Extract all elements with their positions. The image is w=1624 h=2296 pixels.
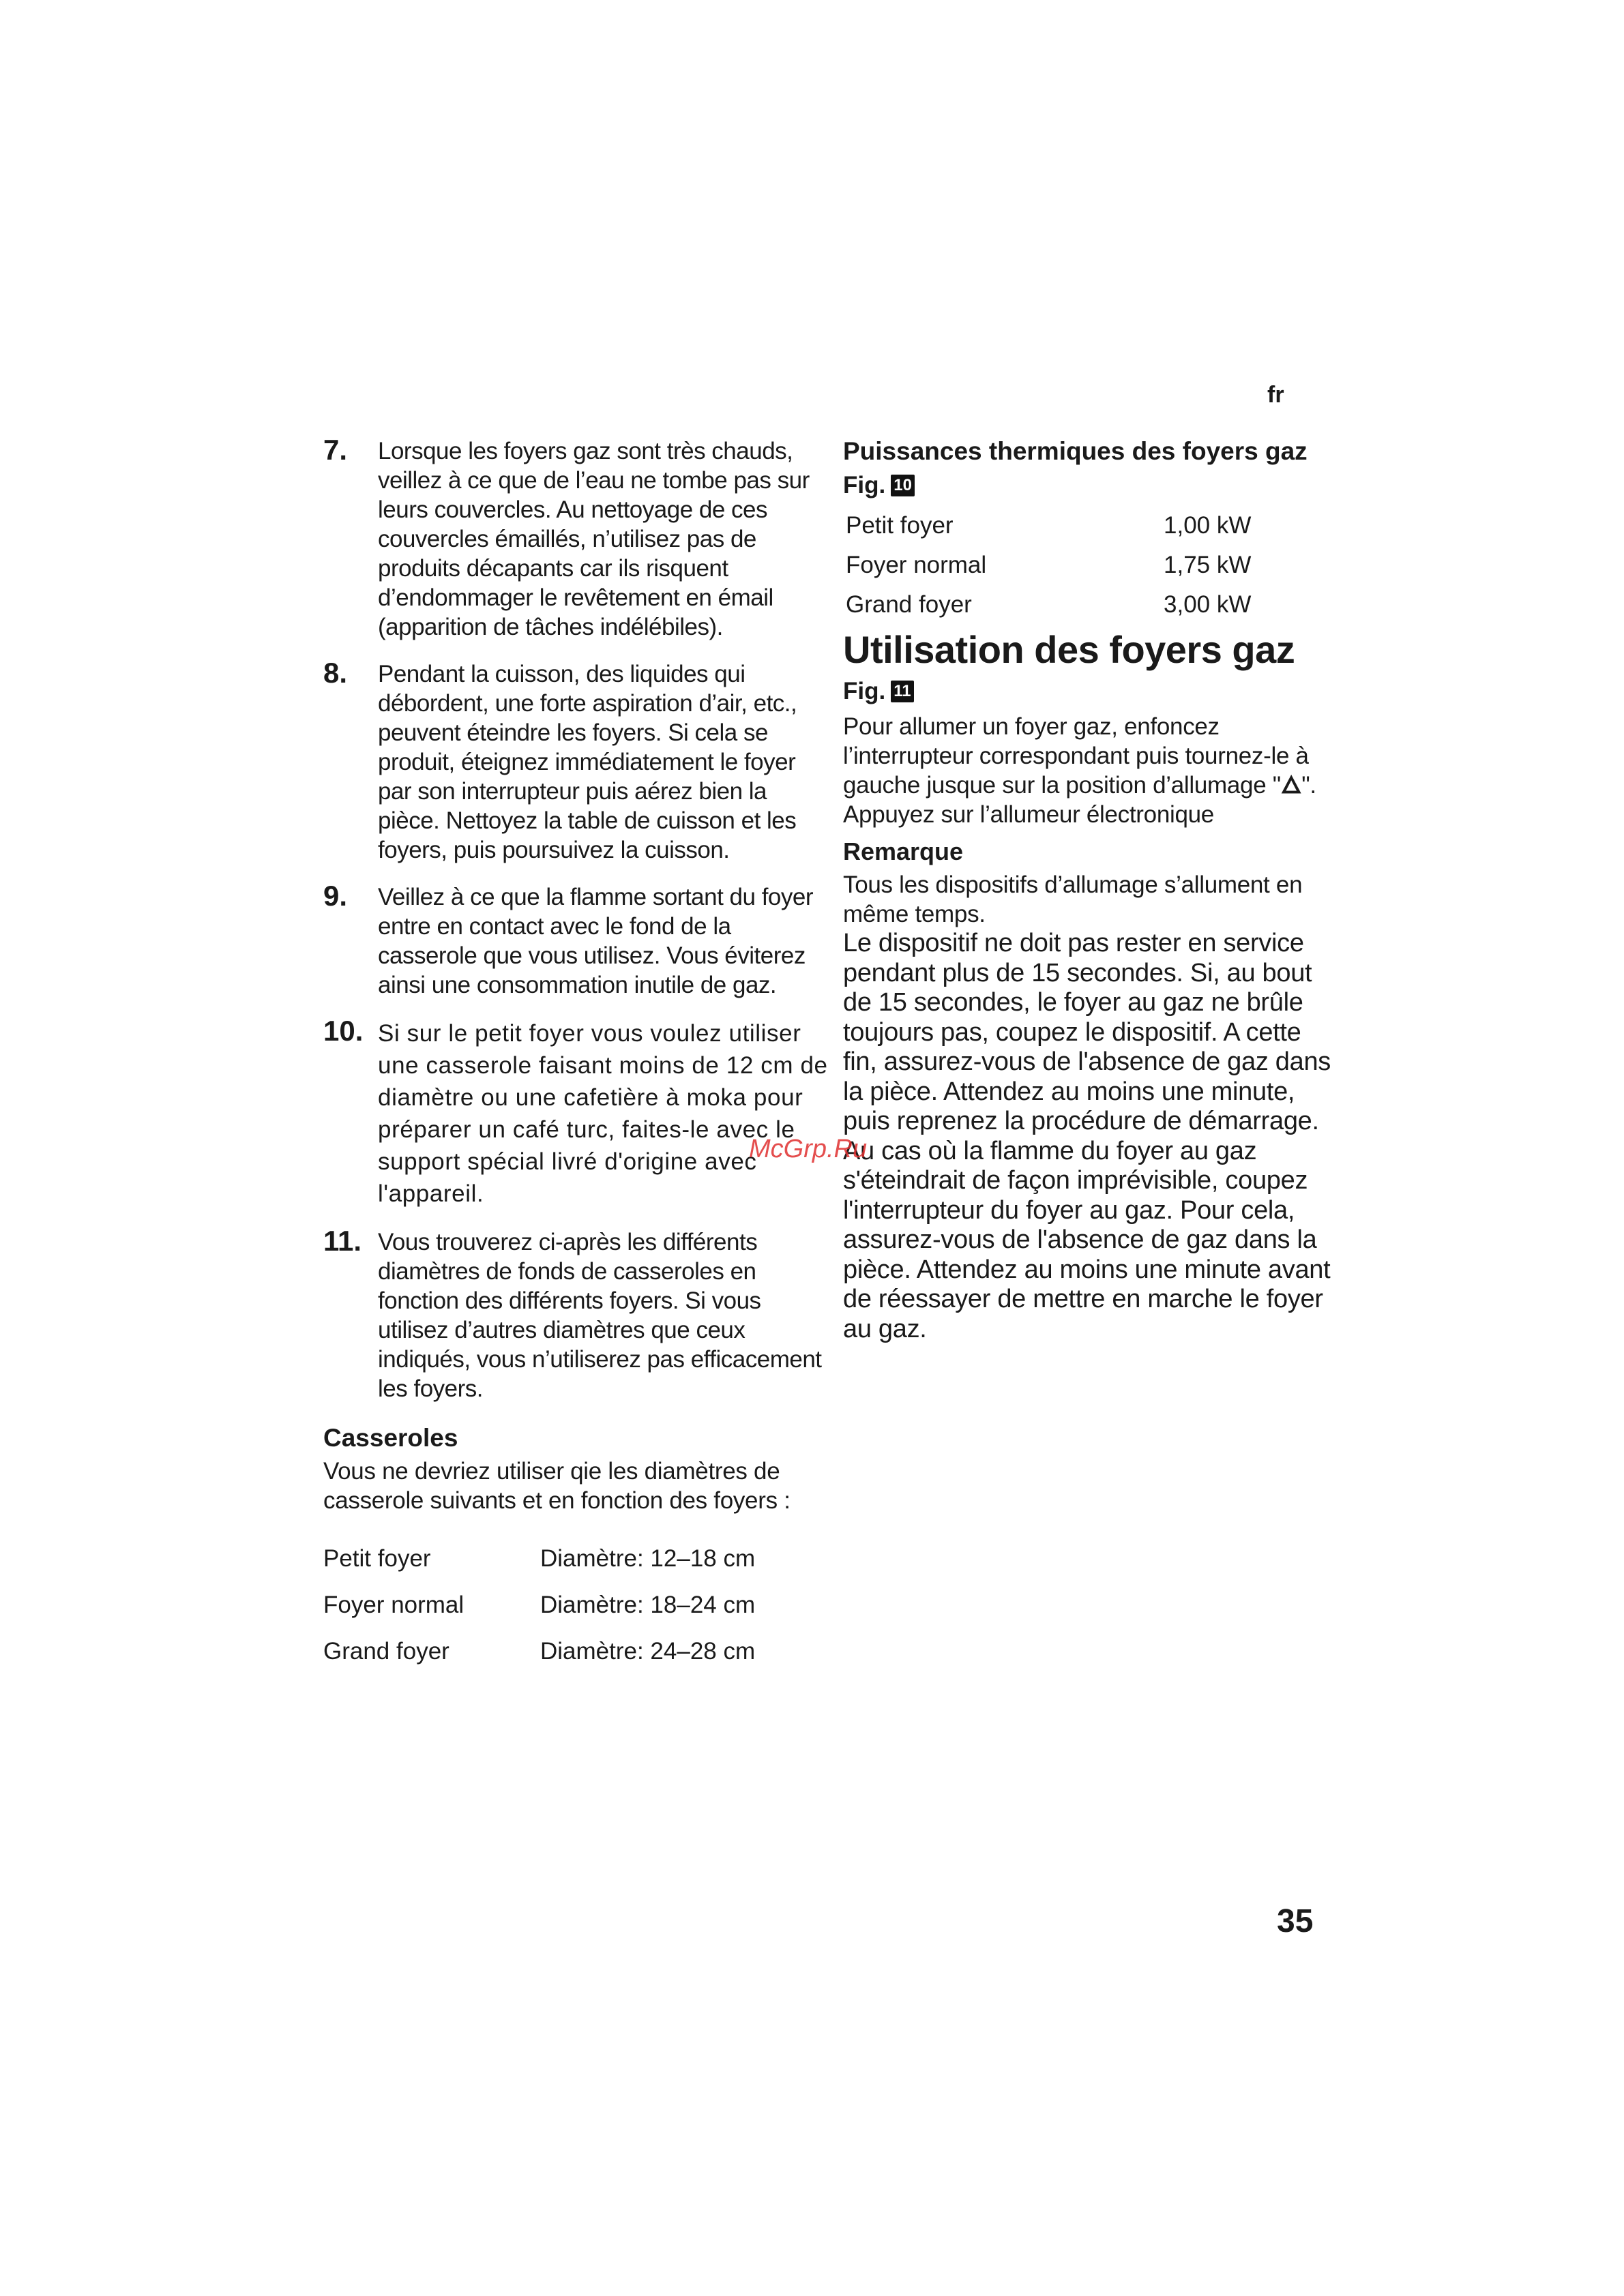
fig-number-box: 11 <box>891 681 913 702</box>
fig-label: Fig. <box>843 678 886 704</box>
note-heading: Remarque <box>843 837 964 865</box>
item-number: 9. <box>323 880 348 912</box>
figure-ref-11 <box>843 678 1341 705</box>
power-value: 3,00 kW <box>1164 591 1252 618</box>
list-item-11 <box>323 1227 828 1403</box>
usage-text-end: ". Appuyez sur l’allumeur électronique <box>843 772 1316 828</box>
table-row <box>843 585 1341 625</box>
list-item-9 <box>323 882 828 1000</box>
safety-paragraph: Le dispositif ne doit pas rester en service pendant plus de 15 secondes. Si, au bout de 15 secondes, le foyer au gaz ne brûle toujours pas, coupez le dispositif. A cette fin, assurez-vous de l'absence de gaz dans la pièce. Attendez au moins une minute, puis reprenez la procédure de démarrage. Au cas où la flamme du foyer au gaz s'éteindrait de façon imprévisible, coupez l'interrupteur du foyer au gaz. Pour cela, assurez-vous de l'absence de gaz dans la pièce. Attendez au moins une minute avant de réessayer de mettre en marche le foyer au gaz. <box>843 929 1331 1343</box>
power-heading: Puissances thermiques des foyers gaz <box>843 437 1308 465</box>
diameter-value: Diamètre: 12–18 cm <box>540 1545 756 1572</box>
item-number: 11. <box>323 1225 362 1257</box>
usage-paragraph <box>843 712 1341 829</box>
burner-name: Foyer normal <box>323 1592 464 1618</box>
list-item-7 <box>323 436 828 642</box>
right-column <box>843 436 1341 1344</box>
list-item-8 <box>323 659 828 865</box>
item-number: 7. <box>323 434 348 466</box>
power-value: 1,75 kW <box>1164 552 1252 578</box>
note-text: Tous les dispositifs d’allumage s’allument en même temps. <box>843 871 1303 927</box>
table-row <box>323 1536 828 1582</box>
fig-number-box: 10 <box>891 475 915 496</box>
burner-name: Grand foyer <box>323 1638 449 1665</box>
burner-name: Petit foyer <box>846 512 954 539</box>
diameter-value: Diamètre: 24–28 cm <box>540 1638 756 1665</box>
figure-ref-10 <box>843 472 1341 499</box>
language-label: fr <box>1267 382 1284 408</box>
table-row <box>843 506 1341 546</box>
item-text: Vous trouverez ci-après les différents diamètres de fonds de casseroles en fonction des différents foyers. Si vous utilisez d’autres diamètres que ceux indiqués, vous n’utiliserez pas efficacement les foyers. <box>378 1229 822 1402</box>
burner-name: Petit foyer <box>323 1545 431 1572</box>
item-number: 10. <box>323 1015 364 1047</box>
section-title: Utilisation des foyers gaz <box>843 628 1295 671</box>
item-number: 8. <box>323 657 348 689</box>
item-text: Veillez à ce que la flamme sortant du foyer entre en contact avec le fond de la casserole que vous utilisez. Vous éviterez ainsi une consommation inutile de gaz. <box>378 884 814 998</box>
power-value: 1,00 kW <box>1164 512 1252 539</box>
watermark: McGrp.Ru <box>749 1135 868 1163</box>
fig-label: Fig. <box>843 472 886 498</box>
diameter-table <box>323 1536 828 1675</box>
burner-name: Foyer normal <box>846 552 987 578</box>
burner-name: Grand foyer <box>846 591 972 618</box>
ignition-icon: 🜂 <box>1280 772 1302 799</box>
item-text: Lorsque les foyers gaz sont très chauds, veillez à ce que de l’eau ne tombe pas sur leurs couvercles. Au nettoyage de ces couvercles émaillés, n’utilisez pas de produits décapants car ils risquent d’endommager le revêtement en émail (apparition de tâches indélébiles). <box>378 438 810 640</box>
left-column <box>323 436 828 1675</box>
casseroles-heading: Casseroles <box>323 1424 458 1452</box>
page-number: 35 <box>1277 1903 1314 1939</box>
item-text: Si sur le petit foyer vous voulez utiliser une casserole faisant moins de 12 cm de diamètre ou une cafetière à moka pour préparer un café turc, faites-le avec le support spécial livré d'origine avec l'appareil. <box>378 1020 828 1207</box>
list-item-10 <box>323 1017 828 1210</box>
casseroles-intro: Vous ne devriez utiliser qie les diamètres de casserole suivants et en fonction des foyers : <box>323 1458 791 1514</box>
table-row <box>323 1582 828 1628</box>
diameter-value: Diamètre: 18–24 cm <box>540 1592 756 1618</box>
item-text: Pendant la cuisson, des liquides qui débordent, une forte aspiration d’air, etc., peuvent éteindre les foyers. Si cela se produit, éteignez immédiatement le foyer par son interrupteur puis aérez bien la pièce. Nettoyez la table de cuisson et les foyers, puis poursuivez la cuisson. <box>378 661 797 863</box>
table-row <box>323 1628 828 1675</box>
table-row <box>843 546 1341 585</box>
usage-text-start: Pour allumer un foyer gaz, enfoncez l’interrupteur correspondant puis tournez-le à gauche jusque sur la position d’allumage " <box>843 713 1309 799</box>
